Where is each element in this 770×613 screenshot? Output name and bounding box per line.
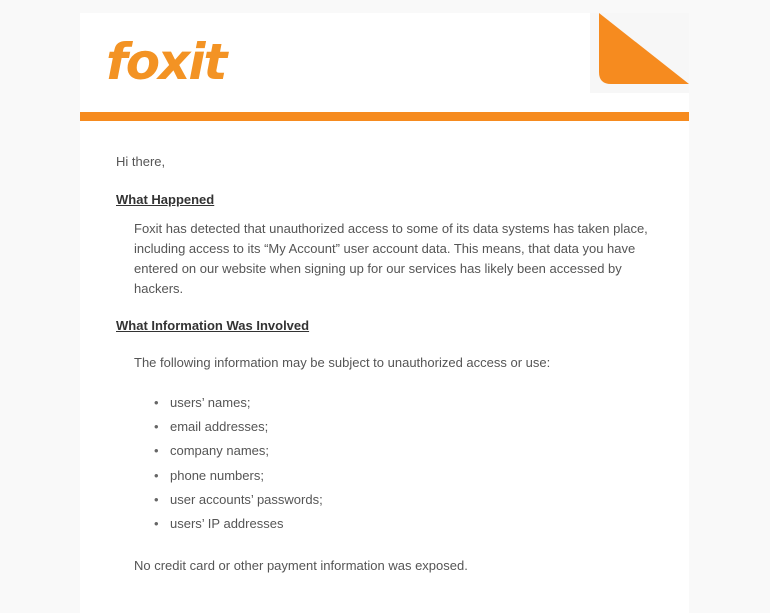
foxit-logo: foxit bbox=[106, 33, 226, 91]
section-heading-information-involved: What Information Was Involved bbox=[116, 318, 310, 333]
what-happened-paragraph: Foxit has detected that unauthorized access to some of its data systems has taken place, including access to its “My Account” user account data. This means, that data you have entered on our website when signing up for our services has likely been accessed by hackers. bbox=[134, 221, 648, 296]
list-item: • phone numbers; bbox=[154, 466, 323, 490]
affected-data-list bbox=[154, 393, 323, 538]
payment-info-note: No credit card or other payment information was exposed. bbox=[134, 558, 468, 573]
list-item: • users’ IP addresses bbox=[154, 514, 323, 538]
information-intro: The following information may be subject to unauthorized access or use: bbox=[134, 355, 551, 370]
greeting: Hi there, bbox=[116, 154, 166, 169]
section-heading-what-happened: What Happened bbox=[116, 192, 215, 207]
list-item: • user accounts’ passwords; bbox=[154, 490, 323, 514]
list-item: • users’ names; bbox=[154, 393, 323, 417]
email-header bbox=[80, 13, 689, 112]
header-divider-bar bbox=[80, 112, 689, 121]
email-card bbox=[80, 13, 689, 613]
corner-triangle-icon bbox=[599, 13, 689, 84]
list-item: • email addresses; bbox=[154, 417, 323, 441]
list-item: • company names; bbox=[154, 441, 323, 465]
